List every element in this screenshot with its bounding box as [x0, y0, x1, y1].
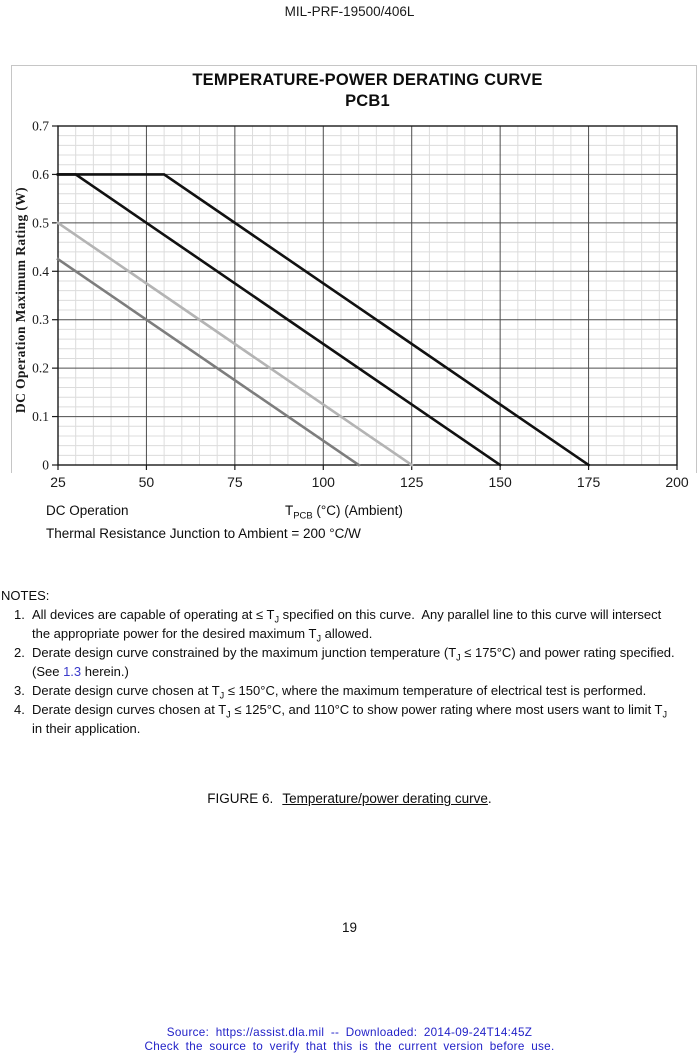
y-axis-title: DC Operation Maximum Rating (W)	[13, 186, 28, 414]
note-text: Derate design curve constrained by the maximum junction temperature $(T_J \le 175^\circ C)$ and power rating specified. (See 1.3 herein.)	[32, 645, 675, 679]
footer-warning-line: Check the source to verify that this is the current version before use.	[144, 1039, 555, 1053]
x-tick-labels	[50, 474, 689, 490]
note-number: 2.	[14, 645, 25, 660]
notes-label: NOTES:	[1, 588, 50, 603]
svg-text:0.4: 0.4	[32, 263, 49, 279]
note-number: 1.	[14, 607, 25, 622]
svg-text:75: 75	[227, 474, 243, 490]
figure-caption-label: FIGURE 6.	[207, 791, 274, 806]
reference-link[interactable]: 1.3	[63, 664, 82, 679]
figure-frame	[11, 65, 697, 473]
page-number: 19	[341, 920, 358, 935]
chart-title-line2: PCB1	[345, 92, 390, 110]
svg-text:50: 50	[138, 474, 155, 490]
note-text: Derate design curve chosen at $T_J \le 150^\circ C$, where the maximum temperature of electrical test is performed.	[32, 683, 647, 701]
chart-title	[36, 70, 699, 112]
source-footer	[0, 1026, 699, 1053]
document-id-header: MIL-PRF-19500/406L	[284, 4, 415, 19]
figure-caption-title: Temperature/power derating curve	[282, 791, 488, 806]
chart-title-line1: TEMPERATURE-POWER DERATING CURVE	[192, 71, 543, 89]
note-text: Derate design curves chosen at $T_J \le 125^\circ C$, and 110°C to show power rating where most users want to limit $T_J$ in their application.	[32, 702, 668, 736]
svg-text:25: 25	[50, 474, 66, 490]
svg-text:0.6: 0.6	[32, 166, 49, 182]
svg-text:150: 150	[488, 474, 512, 490]
thermal-resistance-note: Thermal Resistance Junction to Ambient = 200 °C/W	[46, 526, 361, 541]
svg-text:200: 200	[665, 474, 689, 490]
svg-text:125: 125	[400, 474, 424, 490]
chart-x-axis-label: $T_{PCB}$ (°C) (Ambient)	[285, 503, 403, 522]
svg-text:175: 175	[576, 474, 601, 490]
chart-sublabel-dc-operation: DC Operation	[46, 503, 129, 518]
note-number: 3.	[14, 683, 25, 698]
note-item-1	[1, 605, 699, 643]
svg-text:0.7: 0.7	[32, 118, 49, 134]
note-text: All devices are capable of operating at ≤ $T_J$ specified on this curve. Any parallel line to this curve will intersect the appropriate power for the desired maximum $T_J$ allowed.	[32, 607, 662, 644]
figure-caption-period: .	[487, 791, 492, 806]
svg-text:0.2: 0.2	[32, 360, 49, 376]
note-item-3	[1, 681, 699, 700]
note-number: 4.	[14, 702, 25, 717]
note-item-4	[1, 700, 699, 738]
svg-text:0.3: 0.3	[32, 312, 49, 328]
svg-text:0.5: 0.5	[32, 215, 49, 231]
svg-text:0.1: 0.1	[32, 409, 49, 425]
note-item-2	[1, 643, 699, 681]
notes-section	[1, 586, 699, 738]
svg-text:0: 0	[42, 457, 49, 473]
footer-source-line: Source: https://assist.dla.mil -- Downloaded: 2014-09-24T14:45Z	[166, 1026, 533, 1039]
figure-caption	[0, 791, 699, 806]
svg-text:100: 100	[311, 474, 335, 490]
